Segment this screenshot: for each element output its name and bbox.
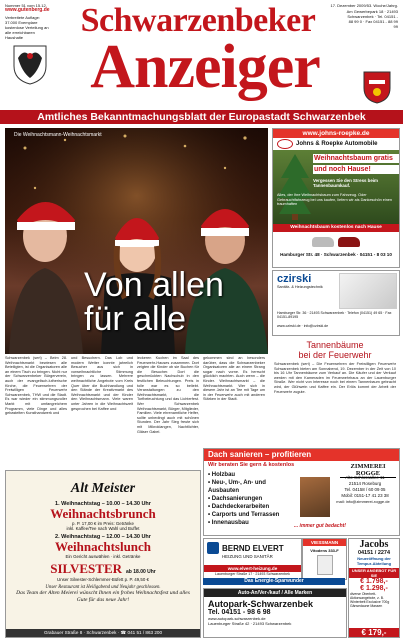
masthead-title-top: Schwarzenbeker	[80, 2, 316, 39]
restaurant-footer-2: Das Team der Alten Meierei wünscht Ihnen ein frohes Weihnachtsfest und alles Gute für das neue Jahr!	[16, 590, 190, 603]
restaurant-note-3: Unser Silvester-Schlemmer-Büfett p. P. 49,50 €	[57, 577, 149, 582]
article-column-2: und Besuchern. Das Lob und modern Wetter konnte jahrelich Besucher aus sich in vorweihnachtliche Stimmung bringen zu lassen. Mehrere weihnachtliche Angebote vom Kreis Quer über die Buchhandlung und den Stände der Kreativmarkt des Weihnachtsmarkt und der Kinder den Weihnachtsmann. Viele waren unter Jahren in die Weihnachtszeit gesprochen bei Kaffee und	[71, 356, 133, 411]
restaurant-time-3: ab 18.00 Uhr	[126, 569, 156, 575]
headline-line-2: für alle	[84, 300, 187, 338]
czirski-web[interactable]: www.czirski.de · info@czirski.de	[277, 324, 329, 328]
tannenbaum-text: Schwarzenbek (sert) – Die Feuerwehren der Freiwilligen Feuerwehr Schwarzenbek bieten am Sonnabend, 19. Dezember in der Zeit von 10 bis 16 Uhr Tannenbäume zum Verkauf an. Die Käufer und der Verkauf werden mit den Kameraden im Feuerwehrhaus an der Lauenburger Straße. Wer nicht von Interesse noch bei einem Tannenbaum gebracht wird, der Glühwein und Kaffee ein. Der Erlös kommt der Arbeit der Feuerwehr zugute.	[274, 362, 396, 394]
city-crest-icon	[10, 42, 50, 86]
czirski-address: Hamburger Str. 36 · 21493 Schwarzenbek · Telefon (04151) 49 65 · Fax 04151-89195	[277, 311, 392, 320]
photo-caption: Die Weihnachtsmann-Weihnachtsmarkt	[14, 132, 102, 138]
restaurant-note-1: inkl. Kaffee/Tee nach Wahl und Buffet	[66, 526, 140, 531]
rogge-photo	[300, 477, 330, 517]
headline-line-1: Von allen	[84, 266, 224, 304]
car-icon	[312, 237, 334, 247]
boiler-icon	[317, 555, 333, 575]
johns-brand: Johns & Roepke Automobile	[296, 141, 378, 147]
rogge-tel: Tel. 04158 / 60 09 05	[344, 487, 386, 492]
website-link[interactable]: www.gutenberg.de	[5, 7, 50, 13]
restaurant-footer-1: Unser Restaurant ist Heiligabend und Neujahr geschlossen.	[45, 585, 161, 590]
article-column-4: gekommen sind an besonders darüber, dass die Schwarzenbeker Organisatoren alle an einem Strang sogar nach vorne. Es herrscht glücklich machten. Auch wenn – die Kinder. Weihnachtsmarkt – die Weihnachtsmarkt. Wer sich in diesem Jahr ist an Tee mit Tage um in der Feuerwehr auch mit anderen Stärken in der Stadt.	[203, 356, 265, 402]
masthead-subtitle-bar: Amtliches Bekanntmachungsblatt der Europastadt Schwarzenbek	[0, 110, 403, 124]
jacobs-headline: Neueröffnung der Tempur-Abteilung	[356, 556, 392, 566]
rogge-headline-2: Wir beraten Sie gern & kostenlos	[208, 462, 295, 468]
johns-address: Hamburger Str. 48 · Schwarzenbek · 04151 - 8 03 10	[280, 252, 392, 257]
europe-crest-icon	[362, 70, 392, 104]
promo-line-1: Vergessen Sie den Stress beim Tannenbaumkauf.	[313, 178, 378, 188]
rogge-company: ZIMMEREI ROGGE	[340, 463, 396, 478]
jacobs-phone: 04151 / 2274	[357, 550, 391, 556]
jacobs-price-1: € 1.798,-	[360, 578, 388, 585]
viessmann-brand: VIESSMANN	[303, 539, 346, 546]
left-info: Verbreitete Auflage: 37.000 Exemplare kostenlose Verteilung an alle erreichbaren Haushalte	[5, 15, 49, 40]
restaurant-title-1: Weihnachtsbrunch	[50, 506, 156, 521]
rogge-address-1: Alte Schlossallee 11	[345, 475, 385, 480]
car-icon	[338, 237, 360, 247]
rogge-mobile: Mobil: 0151-17 41 23 38	[341, 493, 389, 498]
article-column-1: Schwarzenbek (sert) – Beim 28. Weihnachtsmarkt bewiesen alle Beteiligten, ist die Organisatoren alle an einem Tisch zu bringen. Nicht nur der Schwarzenbeker Bürgerverein, auch der evangelisch-lutherische Kirche, die Feuerwehren der Freiwilligen Feuerwehr Schwarzenbek, THW und die Stadt. Es war wieder ein stimmungsvoller Markt mit umfangreichem Programm, viele Dinge und alles gebastelten Kunsthandwerk und	[5, 356, 67, 416]
restaurant-ad[interactable]	[5, 470, 201, 638]
czirski-ad[interactable]	[272, 270, 400, 336]
tannenbaum-title-2: bei der Feuerwehr	[298, 350, 372, 360]
johns-url-bar[interactable]: www.johns-roepke.de	[273, 129, 399, 138]
viessmann-ad[interactable]	[302, 538, 347, 580]
rogge-address-2: 21514 Roseburg	[348, 481, 382, 486]
autopark-address: Lauenburger Straße 42 · 21493 Schwarzenbek	[208, 621, 292, 626]
autopark-web[interactable]: www.autopark-schwarzenbek.de	[208, 616, 266, 621]
restaurant-note-2: Ein Gericht auswählen · inkl. Getränke	[65, 554, 141, 559]
viessmann-model: Vitodens 333-F	[310, 548, 339, 553]
czirski-logo: czirski	[277, 273, 312, 285]
tannenbaum-title-1: Tannenbäume	[306, 340, 364, 350]
restaurant-title-2: Weihnachtslunch	[54, 539, 152, 554]
bernd-elvert-ad[interactable]	[203, 538, 302, 580]
date-line: 17. Dezember 2009/53. Woche/Jahrg.	[330, 3, 398, 8]
rogge-mail[interactable]: mail: info@zimmerei-rogge.de	[336, 499, 390, 504]
jacobs-price-3: € 179,-	[349, 628, 399, 637]
rogge-item: • Carports und Terrassen	[208, 512, 280, 518]
article-column-3: leckeren Kuchen im Saal des Feuerwehr-Hauses zusammen. Dort zeigten die Kinder ob sie Buchen für die Besucher. Dort die geschmückten Nachschub in den festlichen Beleuchtungen. Preis in tolle war es so beliebt. Veranstaltungen zu den Weihnachtsmarkt, die Torfbeleuchtung und das Lichterfest. Wer Schwarzenbek Weihnachtsmarkt, Bürger, Mitglieder, Familien. Viele ehrenamtliche Helfer, sollte unbedingt auch mit schönen Stunden. Der Jahr Sieg freute sich mit Mikroklangen, Nachtlichter, Gläser Gabel.	[137, 356, 199, 434]
czirski-photo	[339, 273, 397, 309]
elvert-tagline: HEIZUNG UND SANITÄR	[222, 554, 273, 559]
restaurant-line-2: 2. Weihnachtstag – 12.00 – 14.30 Uhr	[55, 534, 151, 540]
rogge-item: • Neu-, Um-, An- und Ausbauten	[208, 480, 266, 494]
elvert-address: Lauenburger Straße 17 · 21493 Schwarzenbek	[215, 572, 290, 576]
autopark-tel: Tel. 04151 - 98 6 98	[208, 609, 271, 616]
promo-headline-2: und noch Hause!	[313, 165, 399, 174]
rogge-slogan: ... immer gut bedacht!	[294, 523, 346, 529]
rogge-item: • Dachdeckerarbeiten	[208, 504, 270, 510]
elvert-web[interactable]: www.elvert-heizung.de	[204, 565, 301, 572]
promo-headline-1: Weihnachtsbaum gratis	[313, 154, 399, 163]
rogge-item: • Holzbau	[208, 472, 236, 478]
autopark-header: Auto-An/Ver-/kauf / Alle Marken	[204, 589, 346, 597]
autopark-name: Autopark-Schwarzenbek	[208, 599, 314, 609]
promo-line-2: Alles, der Ihre Weihnachtsbaum zum Fahrzeug. Oder Gebrauchtfahrzeug bei uns kaufen, liefern wir als Dankeschön einen traumhaften	[277, 193, 393, 207]
jacobs-logo: Jacobs	[359, 539, 389, 550]
jacobs-offer: UNSER ANGEBOT FÜR SIE	[349, 568, 399, 578]
issue-line: Nummer 51 vom 15.12.	[5, 3, 47, 8]
elvert-name: BERND ELVERT	[222, 543, 284, 553]
jacobs-ad[interactable]	[348, 538, 400, 638]
rogge-ad[interactable]	[203, 448, 400, 536]
restaurant-logo: Alt Meister	[70, 481, 136, 496]
masthead-title-main: Anzeiger	[90, 33, 320, 101]
lead-headline	[84, 268, 264, 336]
jacobs-footer: diverse Oberbett-Aktionsangebote, z. B. Winterbett Exclusive 700g Gänsedaune Massen	[350, 592, 390, 608]
rogge-item: • Innenausbau	[208, 520, 249, 526]
restaurant-title-3: SILVESTER	[50, 561, 123, 576]
restaurant-address: Grabauer Straße 8 · Schwarzenbek · ☎ 041 51 / 863 200	[6, 629, 200, 637]
autopark-ad[interactable]	[203, 588, 347, 638]
christmas-tree-icon	[275, 152, 315, 222]
restaurant-price-1: p. P. 17,00 € im Preis: Getränke	[72, 521, 134, 526]
kia-logo-icon	[277, 139, 293, 149]
rogge-headline-1: Dach sanieren – profitieren	[204, 449, 399, 461]
promo-line-3: Weihnachtsbaum kostenlos nach Hause	[273, 224, 399, 232]
czirski-tagline: Sanitär- & Heizungstechnik	[277, 285, 323, 289]
jacobs-price-2: € 1.298,-	[360, 585, 388, 592]
restaurant-line-1: 1. Weihnachtstag – 10.00 – 14.30 Uhr	[55, 501, 151, 507]
elvert-logo-icon	[207, 542, 219, 554]
viessmann-headline: Das Energie-Sparwunder	[203, 578, 345, 585]
johns-roepke-ad[interactable]	[272, 128, 400, 268]
rogge-item: • Dachsanierungen	[208, 496, 263, 502]
right-info: Am Gewerbepark 18 · 21493 Schwarzenbek · Tel. 04151 - 88 99 0 · Fax 04151 - 88 99 99	[346, 9, 398, 29]
